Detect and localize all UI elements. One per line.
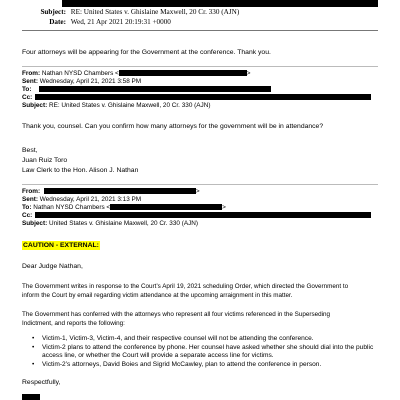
list-item: • Victim-2 plans to attend the conference by phone. Her counsel have asked whether she should dial into the public access line, or whether the Court will provide a separate access line for victims. [28, 344, 388, 361]
email2-cc-label: Cc: [22, 212, 33, 219]
email2-subject-label: Subject: [22, 220, 48, 227]
email2-sent-label: Sent: [22, 196, 38, 203]
para2-line1: The Government has conferred with the attorneys who represent all four victims referenced in the Superseding [22, 311, 331, 318]
email1-subject-label: Subject: [22, 102, 48, 109]
redaction [119, 70, 247, 76]
signoff: Respectfully, [22, 379, 61, 386]
email1-signature-title: Law Clerk to the Hon. Alison J. Nathan [22, 167, 139, 174]
para2-line2: Indictment, and reports the following: [22, 320, 125, 327]
email1-to-label: To: [22, 86, 32, 93]
email1-sent-row [22, 78, 141, 86]
email2-cc-row [22, 212, 371, 220]
redaction [44, 188, 196, 194]
redaction [39, 86, 271, 92]
email2-subject-value: United States v. Ghislaine Maxwell, 20 Cr. 330 (AJN) [49, 220, 199, 227]
email1-sent-label: Sent: [22, 78, 38, 85]
email1-from-value: Nathan NYSD Chambers < [41, 70, 119, 77]
list-item: • Victim-1, Victim-3, Victim-4, and their respective counsel will not be attending the conference. [28, 335, 388, 344]
redaction [110, 204, 222, 210]
email1-cc-row [22, 94, 371, 102]
date-value: Wed, 21 Apr 2021 20:19:31 +0000 [70, 18, 171, 26]
date-label: Date: [49, 18, 66, 26]
email2-subject-row [22, 220, 198, 228]
victim-list [28, 335, 388, 369]
email1-subject-row [22, 102, 210, 110]
redaction [35, 94, 371, 100]
email2-sent-value: Wednesday, April 21, 2021 3:13 PM [39, 196, 142, 203]
redaction [35, 212, 371, 218]
email1-body: Thank you, counsel. Can you confirm how many attorneys for the government will be in attendance? [22, 123, 324, 130]
email1-signature-name: Juan Ruiz Toro [22, 157, 68, 164]
email2-sent-row [22, 196, 141, 204]
email2-to-row: To: Nathan NYSD Chambers < > [22, 204, 226, 211]
list-item: • Victim-2’s attorneys, David Boies and Sigrid McCawley, plan to attend the conference in person. [28, 361, 388, 370]
subject-label: Subject: [40, 8, 66, 16]
email2-from-label: From: [22, 188, 41, 195]
email2-to-label: To: [22, 204, 32, 211]
email1-from-label: From: [22, 70, 41, 77]
redaction-signature [22, 394, 40, 400]
caution-banner: CAUTION - EXTERNAL: [23, 242, 99, 249]
salutation: Dear Judge Nathan, [22, 263, 83, 270]
email1-to-row [22, 86, 271, 94]
redaction-top-bar [62, 0, 378, 7]
subject-value: RE: United States v. Ghislaine Maxwell, 20 Cr. 330 (AJN) [70, 8, 240, 16]
email1-closing: Best, [22, 147, 38, 154]
reply-text: Four attorneys will be appearing for the Government at the conference. Thank you. [22, 49, 271, 56]
email1-subject-value: RE: United States v. Ghislaine Maxwell, 20 Cr. 330 (AJN) [49, 102, 211, 109]
email1-cc-label: Cc: [22, 94, 33, 101]
email2-divider [22, 184, 378, 185]
para1-line2: inform the Court by email regarding victim attendance at the upcoming arraignment in this matter. [22, 292, 293, 299]
email2-to-value: Nathan NYSD Chambers < [33, 204, 111, 211]
email1-divider [22, 66, 378, 67]
header-divider [22, 30, 378, 31]
email1-from-row: From: Nathan NYSD Chambers < > [22, 70, 251, 77]
email2-from-row: From: > [22, 188, 200, 195]
email1-sent-value: Wednesday, April 21, 2021 3:58 PM [39, 78, 142, 85]
para1-line1: The Government writes in response to the Court’s April 19, 2021 scheduling Order, which directed the Government to [22, 283, 349, 290]
